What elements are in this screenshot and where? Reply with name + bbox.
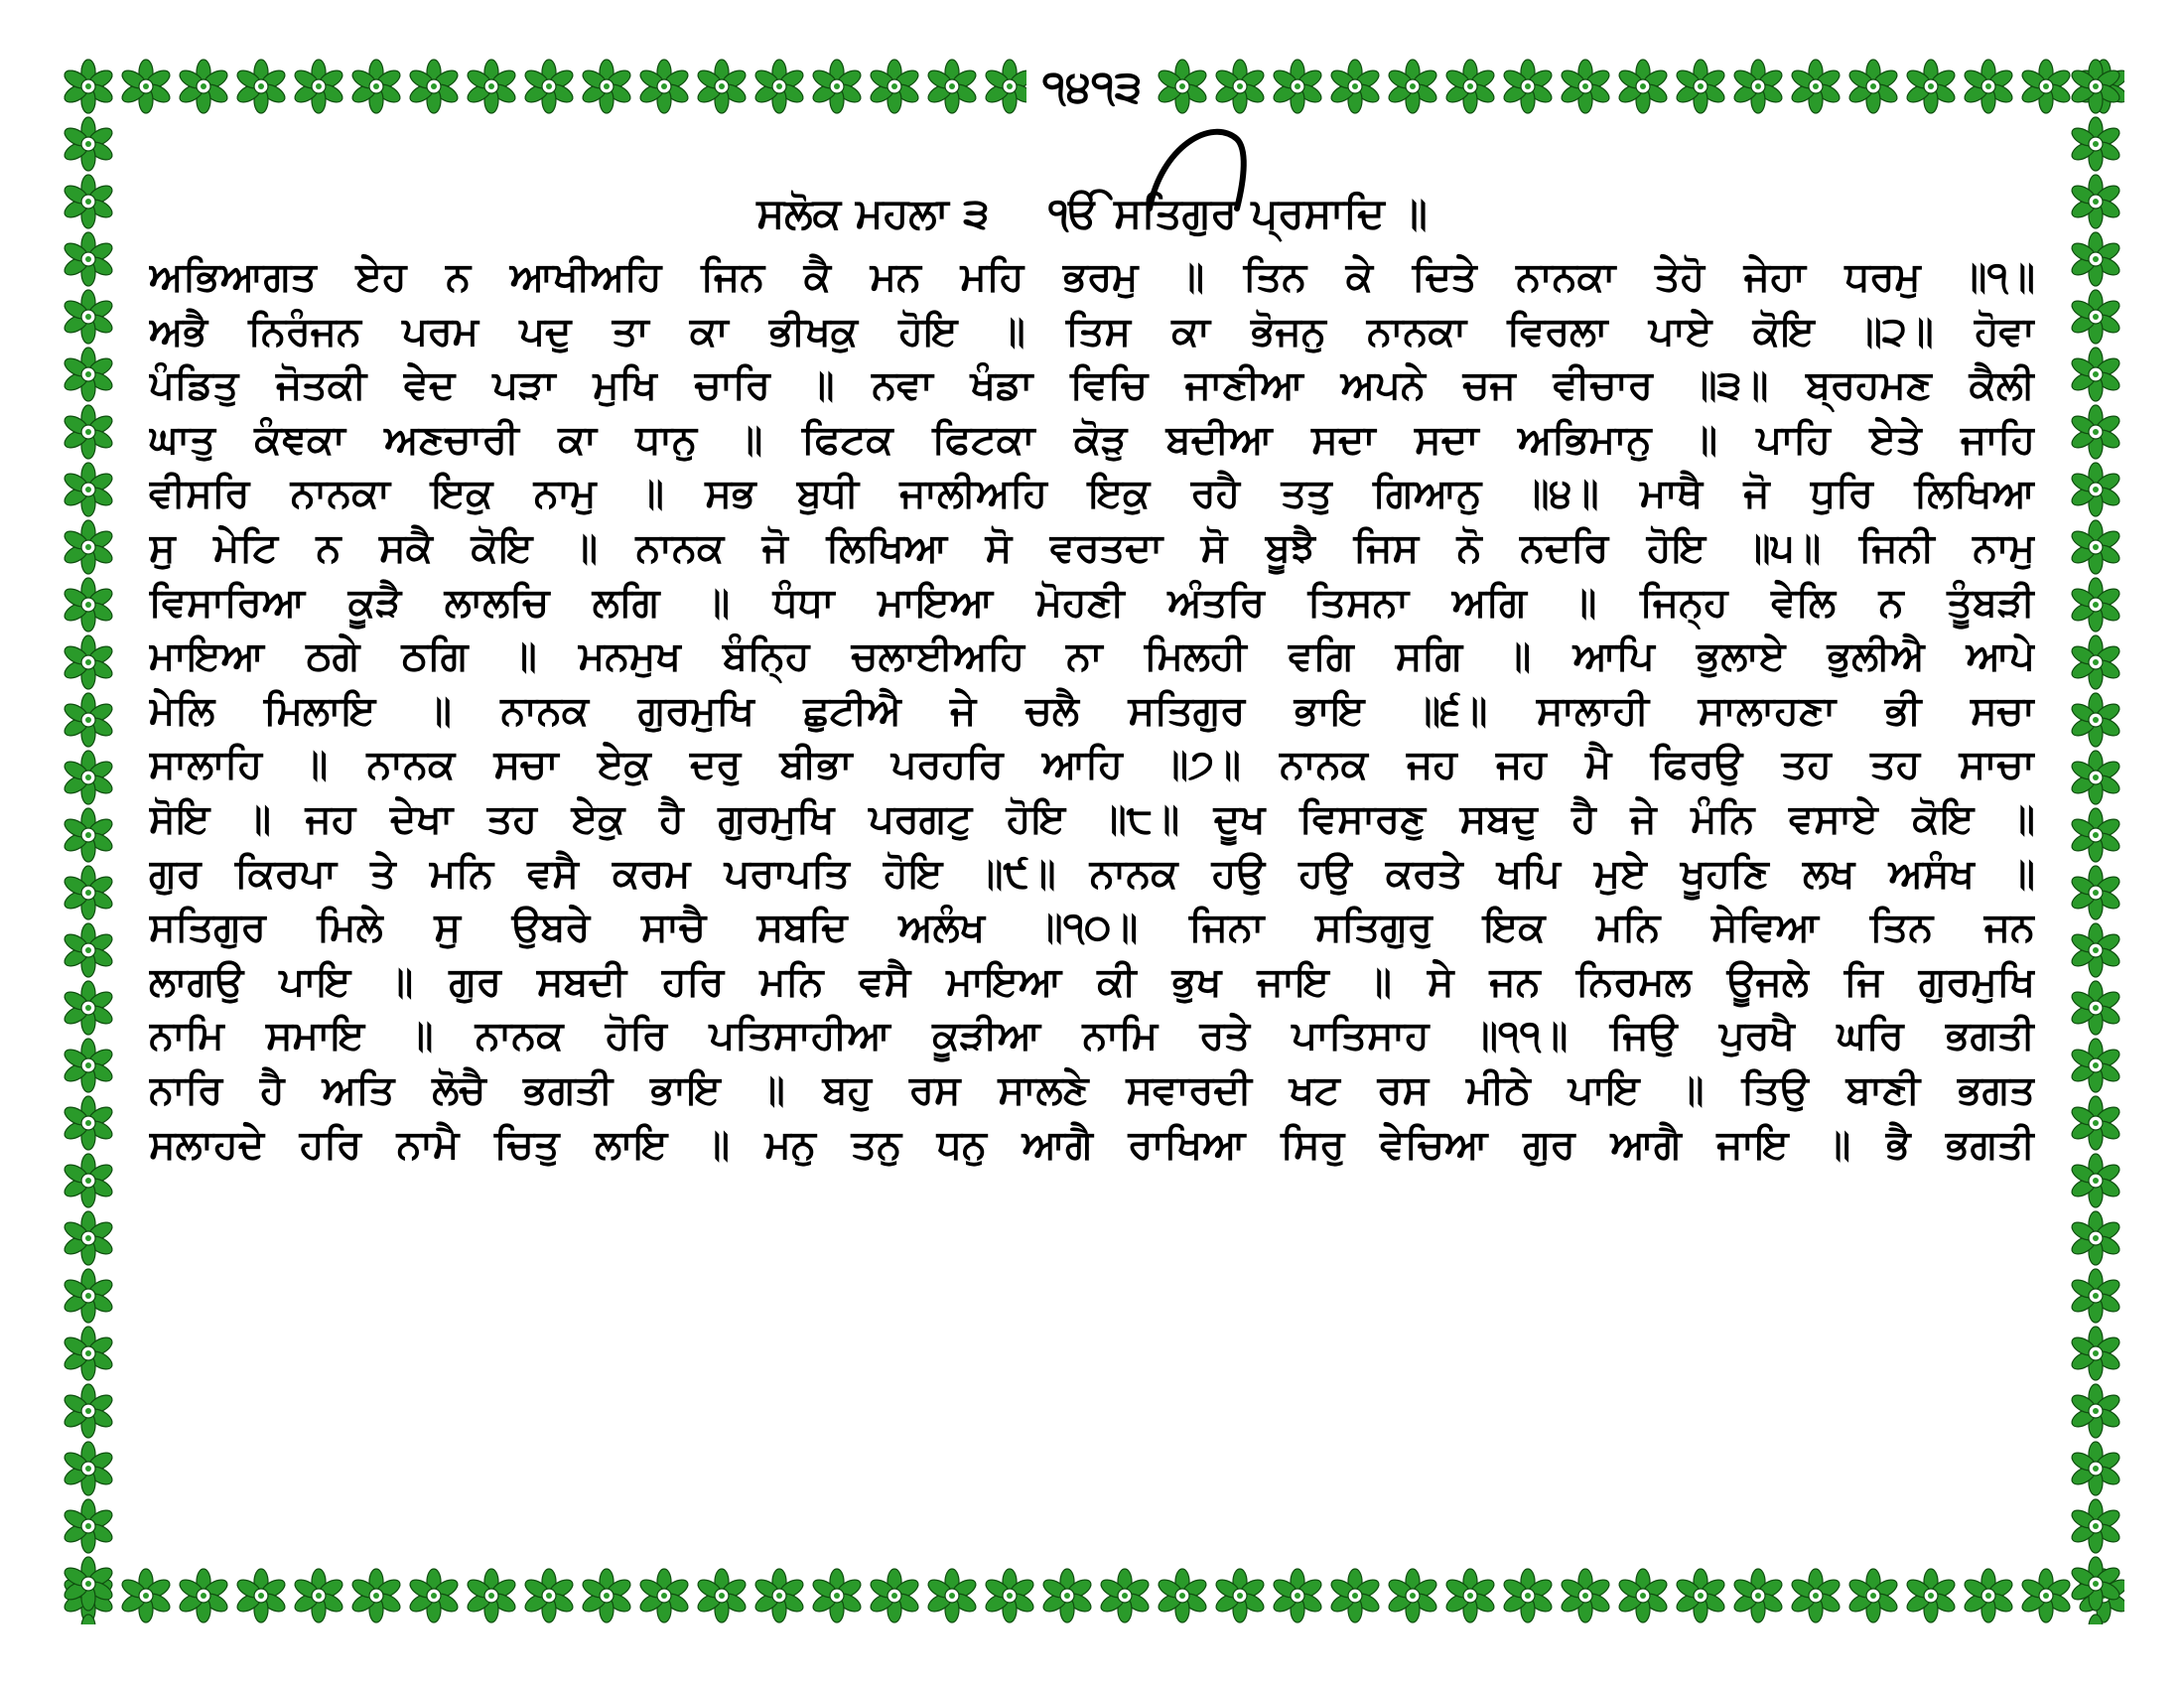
text-line: ਸਤਿਗੁਰ ਮਿਲੇ ਸੁ ਉਬਰੇ ਸਾਚੈ ਸਬਦਿ ਅਲੰਖ ॥੧੦॥ ਜਿਨਾ ਸਤਿਗੁਰੁ ਇਕ ਮਨਿ ਸੇਵਿਆ ਤਿਨ ਜਨ	[149, 905, 2035, 951]
flower-border-icon	[2067, 58, 2124, 1624]
decorative-border-left	[60, 58, 117, 1624]
page-number: ੧੪੧੩	[1026, 58, 1159, 117]
flower-border-icon	[60, 1567, 2124, 1624]
text-line: ਮਾਇਆ ਠਗੇ ਠਗਿ ॥ ਮਨਮੁਖ ਬੰਨ੍ਹਿ ਚਲਾਈਅਹਿ ਨਾ ਮਿਲਹੀ ਵਗਿ ਸਗਿ ॥ ਆਪਿ ਭੁਲਾਏ ਭੁਲੀਐ ਆਪੇ	[149, 633, 2035, 680]
heading	[0, 189, 2184, 238]
text-line: ਮੇਲਿ ਮਿਲਾਇ ॥ ਨਾਨਕ ਗੁਰਮੁਖਿ ਛੁਟੀਐ ਜੇ ਚਲੈ ਸਤਿਗੁਰ ਭਾਇ ॥੬॥ ਸਾਲਾਹੀ ਸਾਲਾਹਣਾ ਭੀ ਸਚਾ	[149, 687, 2035, 734]
heading-invocation: ੴ ਸਤਿਗੁਰ ਪ੍ਰਸਾਦਿ ॥	[1048, 189, 1428, 237]
heading-title: ਸਲੋਕ ਮਹਲਾ ੩	[756, 189, 990, 237]
text-line: ਸੋਇ ॥ ਜਹ ਦੇਖਾ ਤਹ ਏਕੁ ਹੈ ਗੁਰਮੁਖਿ ਪਰਗਟੁ ਹੋਇ ॥੮॥ ਦੂਖ ਵਿਸਾਰਣੁ ਸਬਦੁ ਹੈ ਜੇ ਮੰਨਿ ਵਸਾਏ ਕੋਇ ॥	[149, 795, 2035, 842]
text-line: ਅਭਿਆਗਤ ਏਹ ਨ ਆਖੀਅਹਿ ਜਿਨ ਕੈ ਮਨ ਮਹਿ ਭਰਮੁ ॥ ਤਿਨ ਕੇ ਦਿਤੇ ਨਾਨਕਾ ਤੇਹੋ ਜੇਹਾ ਧਰਮੁ ॥੧॥	[149, 254, 2035, 300]
text-line: ਘਾਤੁ ਕੰਞਕਾ ਅਣਚਾਰੀ ਕਾ ਧਾਨੁ ॥ ਫਿਟਕ ਫਿਟਕਾ ਕੋੜੁ ਬਦੀਆ ਸਦਾ ਸਦਾ ਅਭਿਮਾਨੁ ॥ ਪਾਹਿ ਏਤੇ ਜਾਹਿ	[149, 416, 2035, 463]
text-line: ਸਾਲਾਹਿ ॥ ਨਾਨਕ ਸਚਾ ਏਕੁ ਦਰੁ ਬੀਭਾ ਪਰਹਰਿ ਆਹਿ ॥੭॥ ਨਾਨਕ ਜਹ ਜਹ ਮੈ ਫਿਰਉ ਤਹ ਤਹ ਸਾਚਾ	[149, 742, 2035, 788]
text-line: ਸੁ ਮੇਟਿ ਨ ਸਕੈ ਕੋਇ ॥ ਨਾਨਕ ਜੋ ਲਿਖਿਆ ਸੋ ਵਰਤਦਾ ਸੋ ਬੂਝੈ ਜਿਸ ਨੋ ਨਦਰਿ ਹੋਇ ॥੫॥ ਜਿਨੀ ਨਾਮੁ	[149, 524, 2035, 571]
text-line: ਸਲਾਹਦੇ ਹਰਿ ਨਾਮੈ ਚਿਤੁ ਲਾਇ ॥ ਮਨੁ ਤਨੁ ਧਨੁ ਆਗੈ ਰਾਖਿਆ ਸਿਰੁ ਵੇਚਿਆ ਗੁਰ ਆਗੈ ਜਾਇ ॥ ਭੈ ਭਗਤੀ	[149, 1121, 2035, 1168]
scripture-body	[149, 250, 2035, 1551]
decorative-border-right	[2067, 58, 2124, 1624]
text-line: ਨਾਮਿ ਸਮਾਇ ॥ ਨਾਨਕ ਹੋਰਿ ਪਤਿਸਾਹੀਆ ਕੂੜੀਆ ਨਾਮਿ ਰਤੇ ਪਾਤਿਸਾਹ ॥੧੧॥ ਜਿਉ ਪੁਰਖੈ ਘਰਿ ਭਗਤੀ	[149, 1013, 2035, 1059]
text-line: ਲਾਗਉ ਪਾਇ ॥ ਗੁਰ ਸਬਦੀ ਹਰਿ ਮਨਿ ਵਸੈ ਮਾਇਆ ਕੀ ਭੁਖ ਜਾਇ ॥ ਸੇ ਜਨ ਨਿਰਮਲ ਊਜਲੇ ਜਿ ਗੁਰਮੁਖਿ	[149, 958, 2035, 1005]
decorative-border-top	[60, 58, 2124, 115]
text-line: ਵਿਸਾਰਿਆ ਕੂੜੈ ਲਾਲਚਿ ਲਗਿ ॥ ਧੰਧਾ ਮਾਇਆ ਮੋਹਣੀ ਅੰਤਰਿ ਤਿਸਨਾ ਅਗਿ ॥ ਜਿਨ੍ਹ ਵੇਲਿ ਨ ਤੂੰਬੜੀ	[149, 579, 2035, 626]
decorative-border-bottom	[60, 1567, 2124, 1624]
text-line: ਗੁਰ ਕਿਰਪਾ ਤੇ ਮਨਿ ਵਸੈ ਕਰਮ ਪਰਾਪਤਿ ਹੋਇ ॥੯॥ ਨਾਨਕ ਹਉ ਹਉ ਕਰਤੇ ਖਪਿ ਮੁਏ ਖੂਹਣਿ ਲਖ ਅਸੰਖ ॥	[149, 850, 2035, 897]
flower-border-icon	[60, 58, 2124, 115]
text-line: ਅਭੈ ਨਿਰੰਜਨ ਪਰਮ ਪਦੁ ਤਾ ਕਾ ਭੀਖਕੁ ਹੋਇ ॥ ਤਿਸ ਕਾ ਭੋਜਨੁ ਨਾਨਕਾ ਵਿਰਲਾ ਪਾਏ ਕੋਇ ॥੨॥ ਹੋਵਾ	[149, 308, 2035, 354]
text-line: ਪੰਡਿਤੁ ਜੋਤਕੀ ਵੇਦ ਪੜਾ ਮੁਖਿ ਚਾਰਿ ॥ ਨਵਾ ਖੰਡਾ ਵਿਚਿ ਜਾਣੀਆ ਅਪਨੇ ਚਜ ਵੀਚਾਰ ॥੩॥ ਬ੍ਰਹਮਣ ਕੈਲੀ	[149, 362, 2035, 409]
flower-border-icon	[60, 58, 117, 1624]
text-line: ਨਾਰਿ ਹੈ ਅਤਿ ਲੋਚੈ ਭਗਤੀ ਭਾਇ ॥ ਬਹੁ ਰਸ ਸਾਲਣੇ ਸਵਾਰਦੀ ਖਟ ਰਸ ਮੀਠੇ ਪਾਇ ॥ ਤਿਉ ਬਾਣੀ ਭਗਤ	[149, 1066, 2035, 1113]
text-line: ਵੀਸਰਿ ਨਾਨਕਾ ਇਕੁ ਨਾਮੁ ॥ ਸਭ ਬੁਧੀ ਜਾਲੀਅਹਿ ਇਕੁ ਰਹੈ ਤਤੁ ਗਿਆਨੁ ॥੪॥ ਮਾਥੈ ਜੋ ਧੁਰਿ ਲਿਖਿਆ	[149, 471, 2035, 517]
